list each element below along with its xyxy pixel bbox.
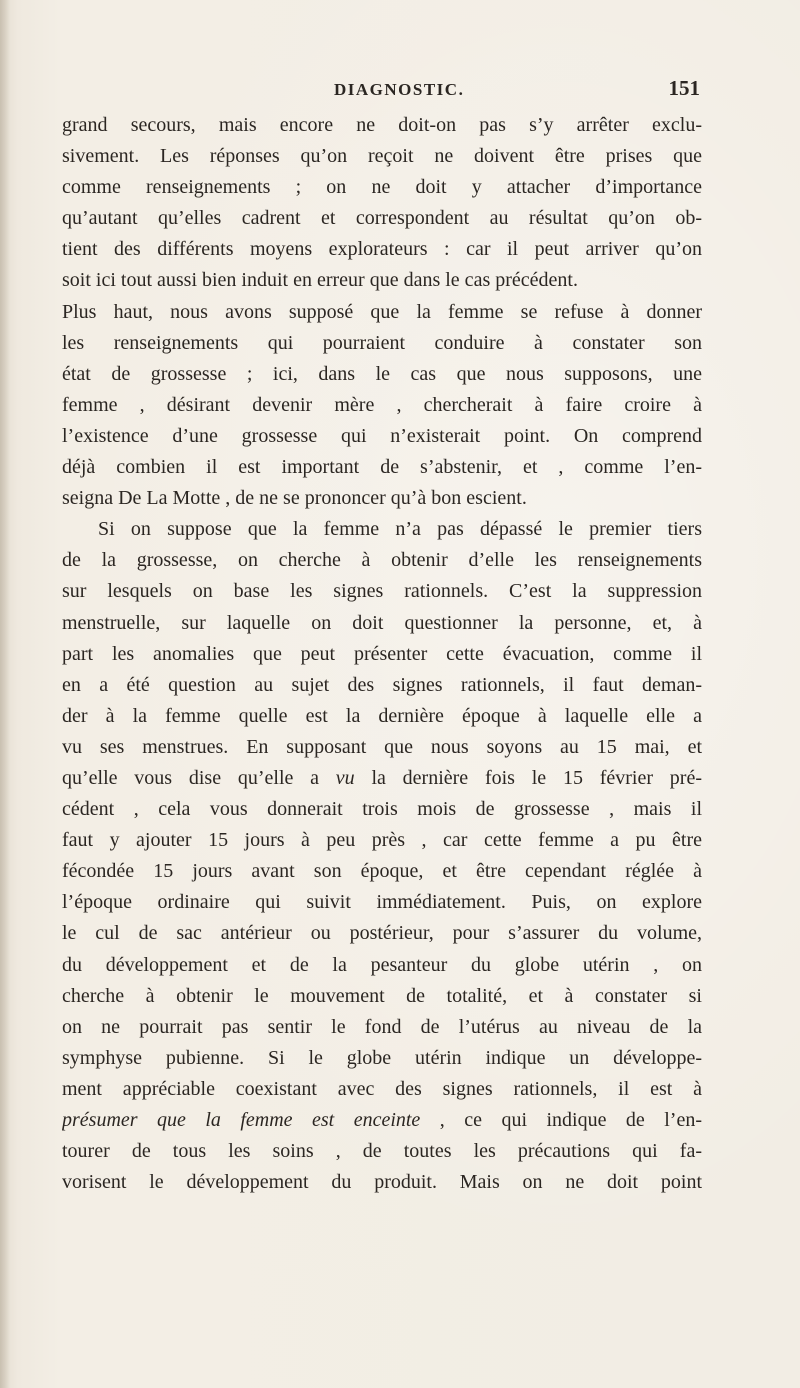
- text-line: du développement et de la pesanteur du globe utérin , on: [62, 953, 702, 976]
- text-line: l’époque ordinaire qui suivit immédiatement. Puis, on explore: [62, 891, 702, 914]
- text-line: comme renseignements ; on ne doit y attacher d’importance: [62, 176, 702, 199]
- text-line: ment appréciable coexistant avec des signes rationnels, il est à: [62, 1077, 702, 1100]
- italic-text: présumer que la femme est enceinte: [62, 1109, 421, 1131]
- page-gutter-shadow: [0, 0, 10, 1388]
- text-line: déjà combien il est important de s’abstenir, et , comme l’en-: [62, 456, 702, 479]
- text-line: vu ses menstrues. En supposant que nous soyons au 15 mai, et: [62, 735, 702, 758]
- italic-text: vu: [319, 766, 372, 789]
- text-line: de la grossesse, on cherche à obtenir d’elle les renseignements: [62, 549, 702, 572]
- text-line: femme , désirant devenir mère , chercherait à faire croire à: [62, 393, 702, 416]
- text-line: grand secours, mais encore ne doit-on pas s’y arrêter exclu-: [62, 114, 702, 136]
- page-number: 151: [668, 76, 700, 100]
- text-line: qu’elle vous dise qu’elle a vu la dernière fois le 15 février pré-: [62, 766, 702, 789]
- text-line: vorisent le développement du produit. Mais on ne doit point: [62, 1171, 702, 1194]
- text-line: le cul de sac antérieur ou postérieur, pour s’assurer du volume,: [62, 922, 702, 945]
- text-line: faut y ajouter 15 jours à peu près , car cette femme a pu être: [62, 829, 702, 852]
- text-line: présumer que la femme est enceinte , ce qui indique de l’en-: [62, 1109, 702, 1131]
- text-line: fécondée 15 jours avant son époque, et être cependant réglée à: [62, 860, 702, 883]
- body-text: [62, 110, 702, 1198]
- text-line: seigna De La Motte , de ne se prononcer qu’à bon escient.: [62, 487, 527, 510]
- text-line: l’existence d’une grossesse qui n’existerait point. On comprend: [62, 424, 702, 447]
- text-line: les renseignements qui pourraient conduire à constater son: [62, 331, 702, 354]
- text-line: sur lesquels on base les signes rationnels. C’est la suppression: [62, 580, 702, 603]
- text-line: cédent , cela vous donnerait trois mois de grossesse , mais il: [62, 798, 702, 821]
- text-line: tourer de tous les soins , de toutes les précautions qui fa-: [62, 1140, 702, 1163]
- text-line: cherche à obtenir le mouvement de totalité, et à constater si: [62, 984, 702, 1007]
- text-line: part les anomalies que peut présenter cette évacuation, comme il: [62, 642, 702, 665]
- text-line: on ne pourrait pas sentir le fond de l’utérus au niveau de la: [62, 1015, 702, 1038]
- text-line: Plus haut, nous avons supposé que la femme se refuse à donner: [62, 300, 702, 323]
- text-line: tient des différents moyens explorateurs : car il peut arriver qu’on: [62, 238, 702, 261]
- text-line: en a été question au sujet des signes rationnels, il faut deman-: [62, 673, 702, 696]
- text-line: Si on suppose que la femme n’a pas dépassé le premier tiers: [98, 518, 702, 541]
- running-title: DIAGNOSTIC.: [334, 80, 465, 99]
- text-line: menstruelle, sur laquelle on doit questionner la personne, et, à: [62, 611, 702, 634]
- text-line: der à la femme quelle est la dernière époque à laquelle elle a: [62, 704, 702, 727]
- text-line: qu’autant qu’elles cadrent et correspondent au résultat qu’on ob-: [62, 207, 702, 230]
- text-line: soit ici tout aussi bien induit en erreur que dans le cas précédent.: [62, 269, 578, 292]
- text-line: sivement. Les réponses qu’on reçoit ne doivent être prises que: [62, 145, 702, 168]
- page-header: [64, 76, 700, 106]
- text-line: symphyse pubienne. Si le globe utérin indique un développe-: [62, 1046, 702, 1069]
- text-line: état de grossesse ; ici, dans le cas que nous supposons, une: [62, 362, 702, 385]
